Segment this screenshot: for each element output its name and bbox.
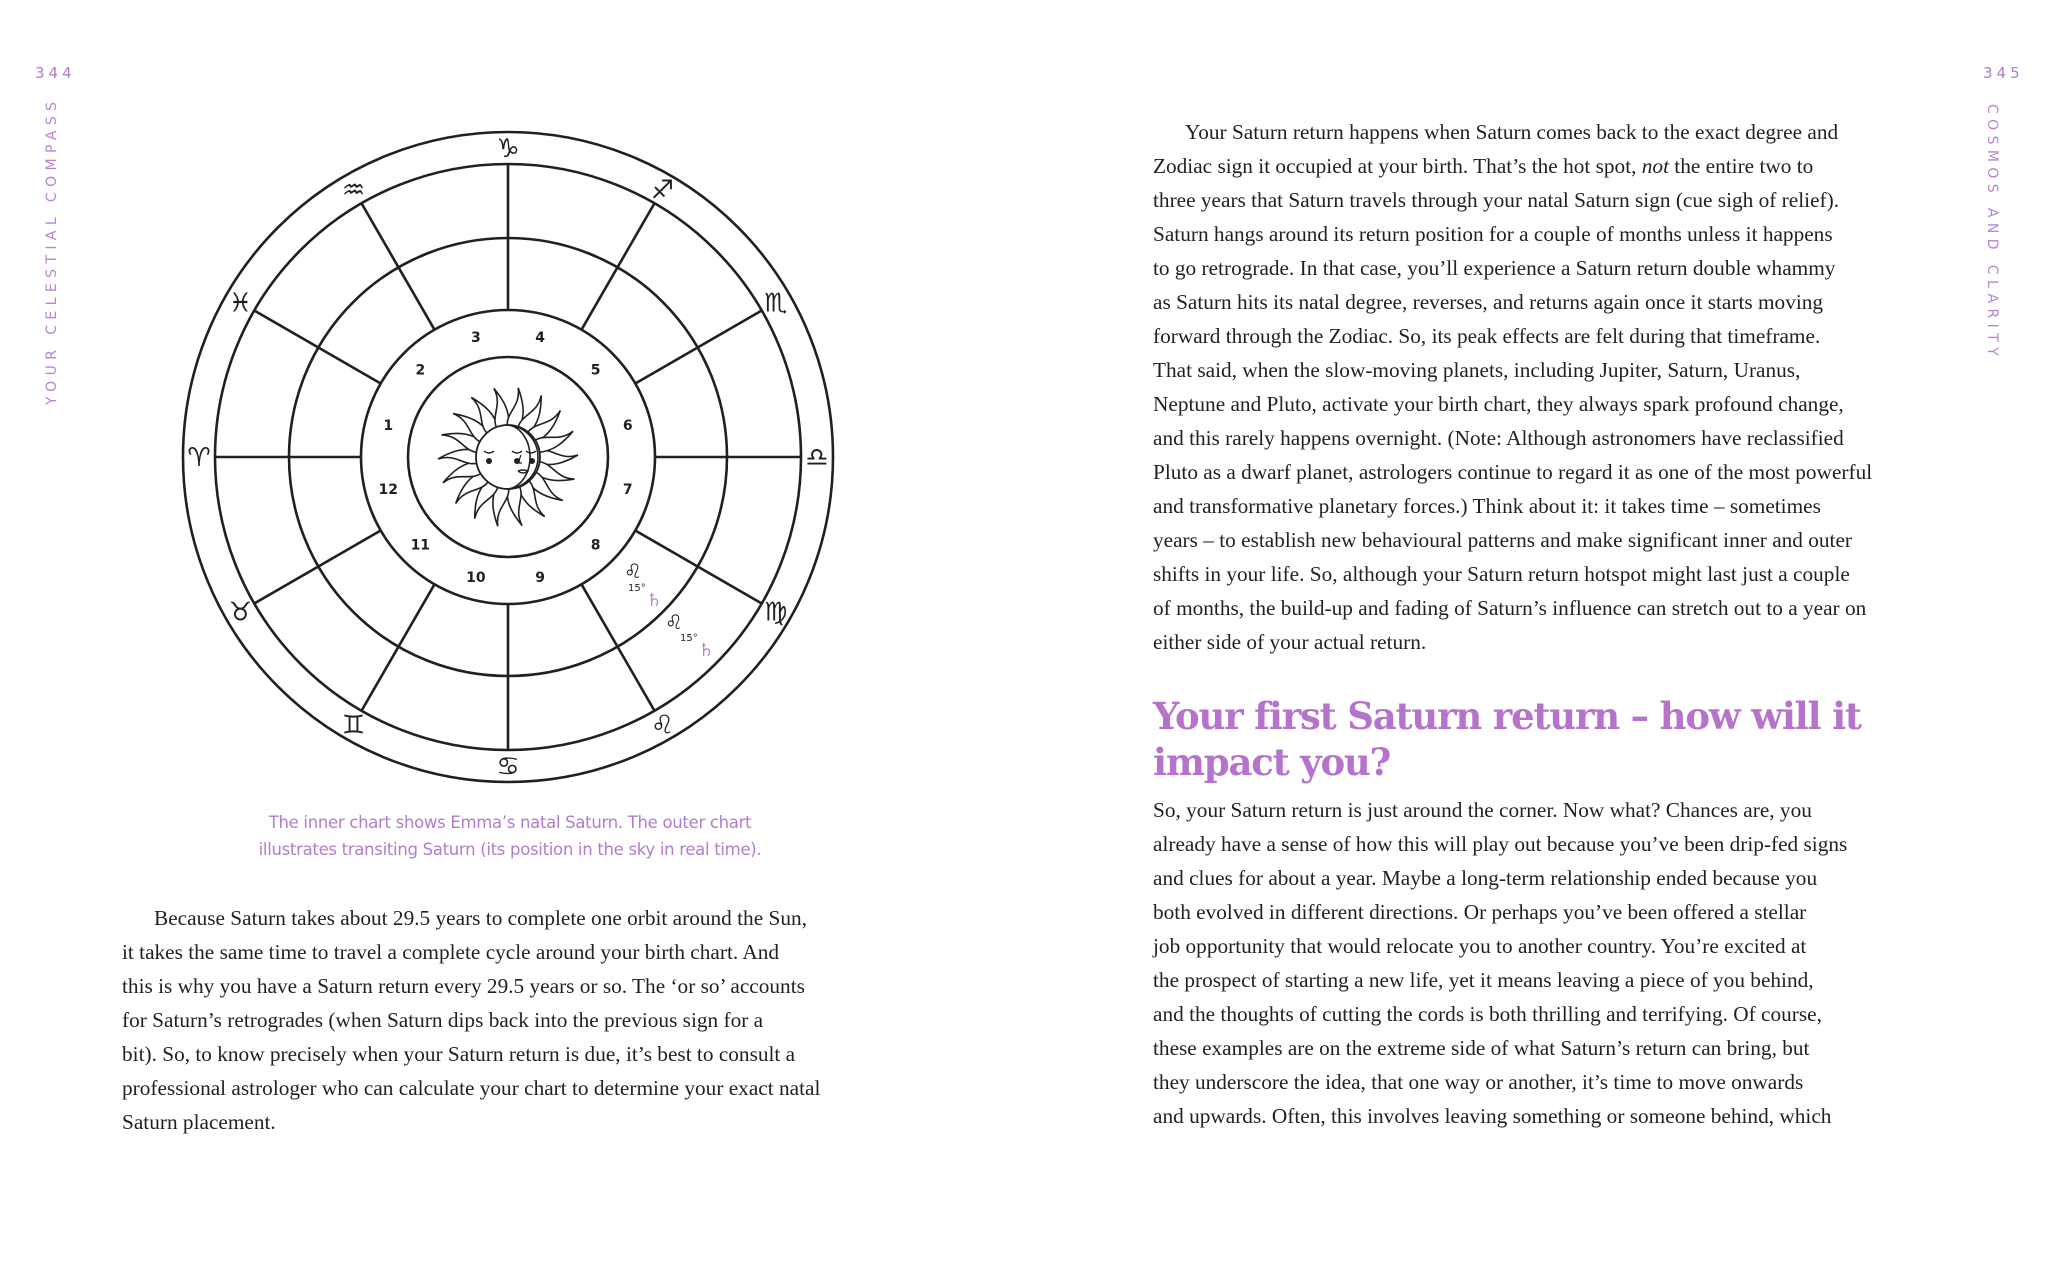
text-line: and clues for about a year. Maybe a long-term relationship ended because you [1153,866,1818,890]
text-line: forward through the Zodiac. So, its peak effects are felt during that timeframe. [1153,324,1821,348]
text-line: professional astrologer who can calculate your chart to determine your exact natal [122,1076,821,1100]
house-cusp-line [635,311,761,384]
transit-saturn-marker [665,610,714,661]
page-number-right: 345 [1983,64,2024,82]
sagittarius-icon: ♐ [650,175,675,206]
text-line: bit). So, to know precisely when your Saturn return is due, it’s best to consult a [122,1042,796,1066]
text-line: of months, the build-up and fading of Saturn’s influence can stretch out to a year on [1153,596,1867,620]
house-cusp-line [362,584,435,710]
house-cusp-line [254,311,380,384]
saturn-icon: ♄ [698,640,715,661]
house-cusp-line [582,203,655,329]
caption-line: The inner chart shows Emma’s natal Saturn. The outer chart [268,813,752,832]
cancer-icon: ♋ [496,752,520,782]
text-line: both evolved in different directions. Or perhaps you’ve been offered a stellar [1153,900,1807,924]
house-number: 6 [622,417,633,434]
text-line: the prospect of starting a new life, yet it means leaving a piece of you behind, [1153,968,1814,992]
text-line: years – to establish new behavioural patterns and make significant inner and outer [1153,528,1853,552]
text-line: as Saturn hits its natal degree, reverses, and returns again once it starts moving [1153,290,1824,314]
virgo-icon: ♍ [763,597,788,628]
taurus-icon: ♉ [228,597,253,628]
house-number: 9 [535,569,545,586]
left-body-paragraph [122,901,902,1139]
figure-caption [200,809,820,863]
house-cusp-line [582,584,655,710]
page-number-left: 344 [35,64,76,82]
text-line: Neptune and Pluto, activate your birth chart, they always spark profound change, [1153,392,1844,416]
text-line: That said, when the slow-moving planets, including Jupiter, Saturn, Uranus, [1153,358,1801,382]
aquarius-icon: ♒ [341,175,366,206]
text-run: the entire two to [1668,154,1814,178]
text-line: and this rarely happens overnight. (Note: Although astronomers have reclassified [1153,426,1844,450]
text-line: it takes the same time to travel a complete cycle around your birth chart. And [122,940,780,964]
text-line: Saturn placement. [122,1110,276,1134]
house-cusp-line [254,531,380,604]
pisces-icon: ♓ [228,288,253,319]
heading-line: impact you? [1153,740,1391,784]
text-line: So, your Saturn return is just around the corner. Now what? Chances are, you [1153,798,1812,822]
text-line [1153,149,1953,183]
text-line: Because Saturn takes about 29.5 years to complete one orbit around the Sun, [154,906,807,930]
text-line: either side of your actual return. [1153,630,1427,654]
house-number: 10 [466,569,486,586]
natal-degree: 15° [628,583,646,594]
text-line: three years that Saturn travels through your natal Saturn sign (cue sigh of relief). [1153,188,1840,212]
text-line: shifts in your life. So, although your Saturn return hotspot might last just a couple [1153,562,1850,586]
right-body-paragraph-1 [1153,115,1953,659]
house-number: 5 [590,362,601,379]
text-line: already have a sense of how this will play out because you’ve been drip-fed signs [1153,832,1848,856]
text-line: job opportunity that would relocate you to another country. You’re excited at [1153,934,1807,958]
emphasis-text: not [1641,154,1669,178]
libra-icon: ♎ [805,443,829,473]
caption-line: illustrates transiting Saturn (its position in the sky in real time). [258,840,762,859]
leo-icon: ♌ [624,559,642,583]
text-line: and upwards. Often, this involves leaving something or someone behind, which [1153,1104,1832,1128]
gemini-icon: ♊ [341,710,366,741]
saturn-icon: ♄ [646,590,663,611]
leo-icon: ♌ [650,710,675,741]
text-run: Zodiac sign it occupied at your birth. That’s the hot spot, [1153,154,1642,178]
text-line: these examples are on the extreme side of what Saturn’s return can bring, but [1153,1036,1810,1060]
text-line: and the thoughts of cutting the cords is both thrilling and terrifying. Of course, [1153,1002,1822,1026]
right-body-paragraph-2 [1153,793,1953,1133]
natal-saturn-marker [624,559,662,611]
heading-line: Your first Saturn return – how will it [1153,694,1861,738]
house-number: 4 [535,330,545,347]
transit-degree: 15° [680,633,698,644]
house-number: 12 [378,482,398,499]
house-cusp-line [362,203,435,329]
leo-icon: ♌ [665,610,683,634]
house-number: 2 [415,362,426,379]
section-heading [1153,693,1913,785]
text-line: and transformative planetary forces.) Think about it: it takes time – sometimes [1153,494,1821,518]
text-line: they underscore the idea, that one way or another, it’s time to move onwards [1153,1070,1804,1094]
text-line: Saturn hangs around its return position for a couple of months unless it happens [1153,222,1833,246]
aries-icon: ♈ [187,443,211,473]
sun-moon-icon [438,387,578,528]
text-line: Your Saturn return happens when Saturn comes back to the exact degree and [1185,120,1839,144]
house-number: 8 [590,537,601,554]
house-number: 3 [471,330,481,347]
astrology-chart-wheel [0,0,1024,800]
scorpio-icon: ♏ [763,288,788,319]
text-line: this is why you have a Saturn return every 29.5 years or so. The ‘or so’ accounts [122,974,805,998]
capricorn-icon: ♑ [496,134,520,164]
text-line: to go retrograde. In that case, you’ll experience a Saturn return double whammy [1153,256,1836,280]
house-number: 7 [622,482,633,499]
house-number: 1 [383,417,394,434]
running-head-right: COSMOS AND CLARITY [1984,104,2000,362]
text-line: for Saturn’s retrogrades (when Saturn dips back into the previous sign for a [122,1008,764,1032]
running-head-left: YOUR CELESTIAL COMPASS [44,96,60,405]
house-number: 11 [410,537,431,554]
text-line: Pluto as a dwarf planet, astrologers continue to regard it as one of the most powerful [1153,460,1873,484]
